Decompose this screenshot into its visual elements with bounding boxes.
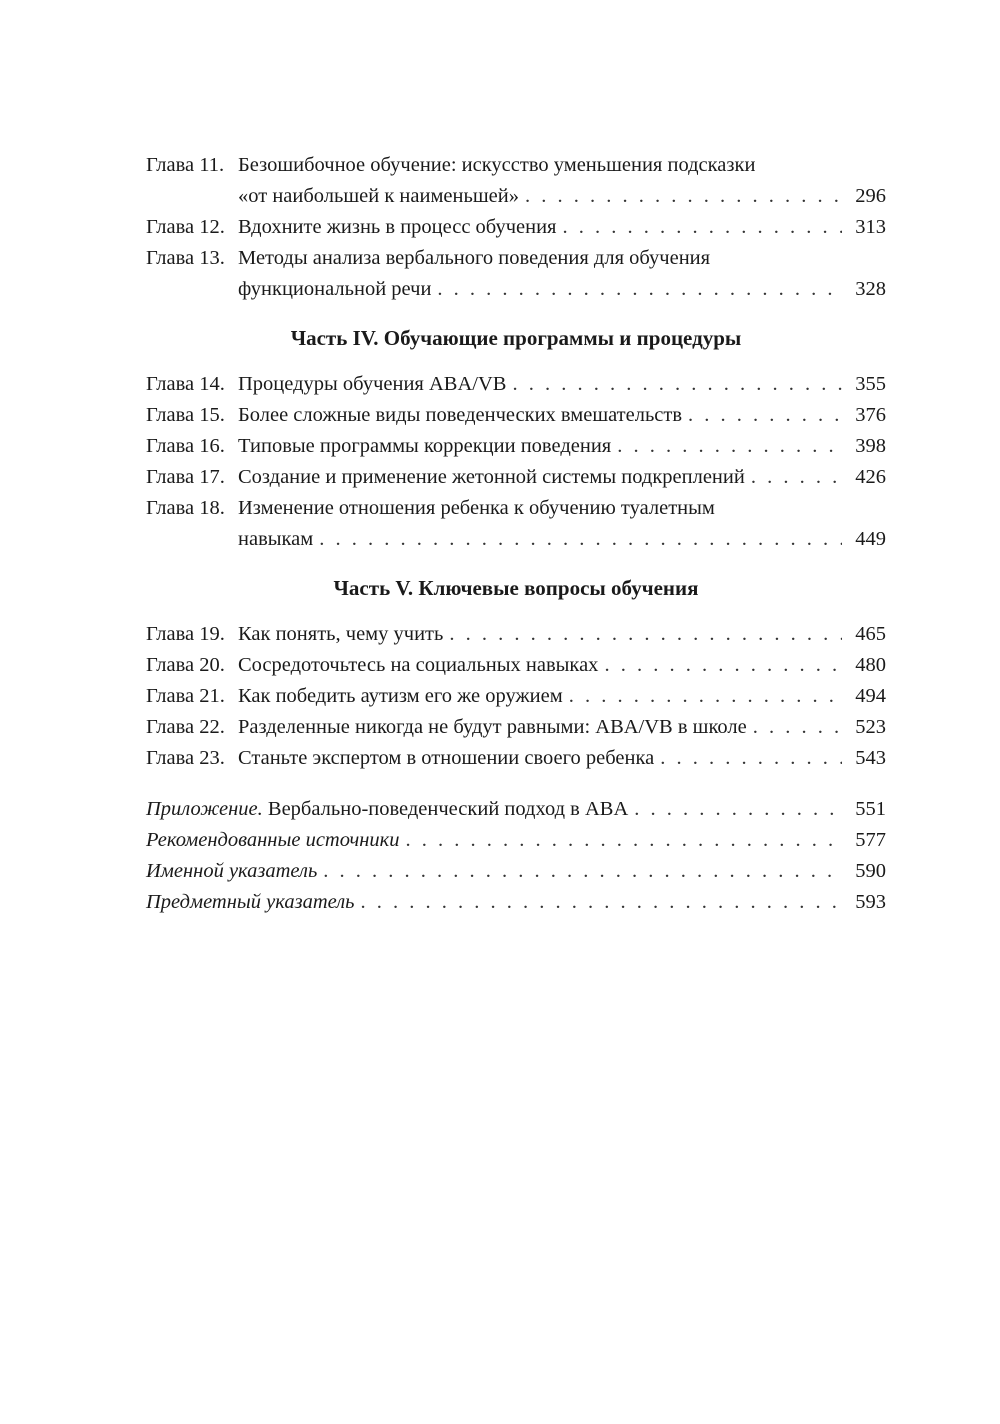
page-number: 590 — [855, 860, 886, 882]
chapter-body — [238, 712, 886, 743]
appendix-title — [146, 887, 355, 918]
chapter-title-line — [238, 212, 886, 243]
chapter-label: Глава 18. — [146, 497, 225, 519]
chapter-title-line — [238, 524, 886, 555]
appendix-title — [146, 856, 317, 887]
chapter-body — [238, 431, 886, 462]
chapter-label: Глава 17. — [146, 466, 225, 488]
toc-entry[interactable] — [146, 243, 886, 305]
page-number: 480 — [855, 654, 886, 676]
chapter-label: Глава 21. — [146, 685, 225, 707]
dot-leader — [753, 712, 842, 743]
page-number: 355 — [855, 373, 886, 395]
appendix-title-rest: Вербально-поведенческий подход в ABA — [262, 798, 629, 820]
toc-entry[interactable] — [146, 369, 886, 400]
page-number: 494 — [855, 685, 886, 707]
chapter-title-line — [238, 650, 886, 681]
dot-leader — [361, 887, 843, 918]
chapter-title-text: Более сложные виды поведенческих вмешательств — [238, 404, 683, 426]
page-number: 551 — [855, 798, 886, 820]
chapter-title-line — [238, 243, 886, 274]
toc-entry[interactable] — [146, 712, 886, 743]
chapter-title-line — [238, 369, 886, 400]
chapter-body — [238, 212, 886, 243]
page-number: 593 — [855, 891, 886, 913]
chapter-label: Глава 12. — [146, 216, 225, 238]
chapter-body — [238, 619, 886, 650]
chapter-title-text: навыкам — [238, 528, 314, 550]
dot-leader — [617, 431, 842, 462]
part-heading: Часть IV. Обучающие программы и процедуры — [290, 326, 742, 350]
chapter-body — [238, 650, 886, 681]
page-number: 328 — [855, 278, 886, 300]
chapter-title-text: Процедуры обучения ABA/VB — [238, 373, 507, 395]
chapter-title-text: Изменение отношения ребенка к обучению туалетным — [238, 497, 715, 519]
chapter-title-line — [238, 150, 886, 181]
chapter-body — [238, 743, 886, 774]
chapter-label: Глава 14. — [146, 373, 225, 395]
dot-leader — [449, 619, 842, 650]
toc-entry[interactable] — [146, 650, 886, 681]
toc-entry[interactable] — [146, 431, 886, 462]
chapter-title-text: Станьте экспертом в отношении своего ребенка — [238, 747, 655, 769]
page-number: 398 — [855, 435, 886, 457]
dot-leader — [634, 794, 842, 825]
toc-entry[interactable] — [146, 493, 886, 555]
chapter-title-text: Безошибочное обучение: искусство уменьшения подсказки — [238, 154, 756, 176]
chapter-title-text: Разделенные никогда не будут равными: ABA/VB в школе — [238, 716, 747, 738]
dot-leader — [563, 212, 843, 243]
chapter-body — [238, 493, 886, 555]
appendix-line — [146, 887, 886, 918]
chapter-body — [238, 243, 886, 305]
appendix-title-italic: Именной указатель — [146, 860, 318, 882]
dot-leader — [323, 856, 842, 887]
toc-entry[interactable] — [146, 212, 886, 243]
toc-entry[interactable] — [146, 400, 886, 431]
chapter-title-line — [238, 743, 886, 774]
appendix-title-italic: Рекомендованные источники — [146, 829, 400, 851]
toc-entry[interactable] — [146, 887, 886, 918]
chapter-title-text: Как победить аутизм его же оружием — [238, 685, 563, 707]
chapter-title-text: Как понять, чему учить — [238, 623, 444, 645]
chapter-label: Глава 22. — [146, 716, 225, 738]
chapter-title-line — [238, 493, 886, 524]
toc-entry[interactable] — [146, 150, 886, 212]
page-number: 296 — [855, 185, 886, 207]
chapter-title-line — [238, 681, 886, 712]
dot-leader — [604, 650, 842, 681]
toc-entry[interactable] — [146, 681, 886, 712]
chapter-label: Глава 16. — [146, 435, 225, 457]
chapter-label: Глава 15. — [146, 404, 225, 426]
chapter-title-line — [238, 400, 886, 431]
page-number: 313 — [855, 216, 886, 238]
dot-leader — [437, 274, 842, 305]
chapter-label: Глава 23. — [146, 747, 225, 769]
chapter-label: Глава 11. — [146, 154, 225, 176]
chapter-title-text: Методы анализа вербального поведения для обучения — [238, 247, 711, 269]
chapter-title-text: Сосредоточьтесь на социальных навыках — [238, 654, 599, 676]
chapter-body — [238, 369, 886, 400]
chapter-body — [238, 462, 886, 493]
chapter-title-line — [238, 712, 886, 743]
chapter-title-line — [238, 274, 886, 305]
chapter-title-text: функциональной речи — [238, 278, 432, 300]
chapter-label: Глава 13. — [146, 247, 225, 269]
toc-entry[interactable] — [146, 743, 886, 774]
chapter-label: Глава 19. — [146, 623, 225, 645]
chapter-title-line — [238, 462, 886, 493]
chapter-title-text: Вдохните жизнь в процесс обучения — [238, 216, 557, 238]
appendix-title — [146, 825, 400, 856]
chapter-body — [238, 150, 886, 212]
page-number: 376 — [855, 404, 886, 426]
chapter-title-text: Типовые программы коррекции поведения — [238, 435, 612, 457]
chapter-body — [238, 400, 886, 431]
table-of-contents — [146, 150, 886, 918]
dot-leader — [660, 743, 842, 774]
toc-entry[interactable] — [146, 619, 886, 650]
chapter-title-line — [238, 181, 886, 212]
page-number: 523 — [855, 716, 886, 738]
page-number: 426 — [855, 466, 886, 488]
chapter-title-line — [238, 619, 886, 650]
section-spacer — [146, 774, 886, 794]
chapter-title-text: «от наибольшей к наименьшей» — [238, 185, 519, 207]
page-number: 577 — [855, 829, 886, 851]
chapter-body — [238, 681, 886, 712]
appendix-title-italic: Предметный указатель — [146, 891, 355, 913]
toc-entry[interactable] — [146, 856, 886, 887]
appendix-line — [146, 856, 886, 887]
dot-leader — [569, 681, 842, 712]
page-number: 465 — [855, 623, 886, 645]
dot-leader — [512, 369, 842, 400]
appendix-line — [146, 794, 886, 825]
page-number: 449 — [855, 528, 886, 550]
appendix-line — [146, 825, 886, 856]
part-heading: Часть V. Ключевые вопросы обучения — [333, 576, 699, 600]
dot-leader — [688, 400, 842, 431]
toc-entry[interactable] — [146, 462, 886, 493]
chapter-title-text: Создание и применение жетонной системы подкреплений — [238, 466, 745, 488]
dot-leader — [751, 462, 842, 493]
chapter-title-line — [238, 431, 886, 462]
appendix-title — [146, 794, 628, 825]
page-number: 543 — [855, 747, 886, 769]
dot-leader — [406, 825, 843, 856]
chapter-label: Глава 20. — [146, 654, 225, 676]
dot-leader — [525, 181, 842, 212]
toc-entry[interactable] — [146, 794, 886, 825]
dot-leader — [319, 524, 842, 555]
toc-entry[interactable] — [146, 825, 886, 856]
appendix-title-italic: Приложение. — [146, 798, 263, 820]
